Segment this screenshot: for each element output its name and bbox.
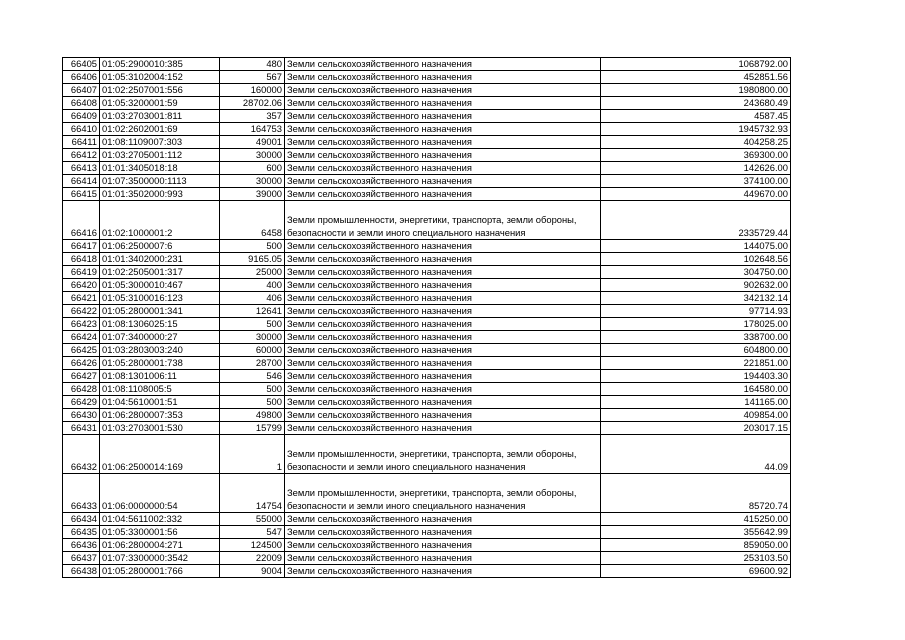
cadastral-value-cell: 2335729.44: [601, 201, 791, 240]
land-category-cell: Земли сельскохозяйственного назначения: [285, 526, 601, 539]
cadastral-number-cell: 01:08:1108005:5: [100, 383, 220, 396]
table-row: [63, 201, 791, 240]
land-category-cell: Земли сельскохозяйственного назначения: [285, 188, 601, 201]
area-cell: 12641: [220, 305, 285, 318]
area-cell: 6458: [220, 201, 285, 240]
area-cell: 164753: [220, 123, 285, 136]
area-cell: 30000: [220, 331, 285, 344]
row-id-cell: 66436: [63, 539, 100, 552]
cadastral-number-cell: 01:01:3502000:993: [100, 188, 220, 201]
row-id-cell: 66411: [63, 136, 100, 149]
table-row: [63, 539, 791, 552]
cadastral-value-cell: 452851.56: [601, 71, 791, 84]
area-cell: 406: [220, 292, 285, 305]
row-id-cell: 66424: [63, 331, 100, 344]
table-row: [63, 370, 791, 383]
table-row: [63, 240, 791, 253]
row-id-cell: 66423: [63, 318, 100, 331]
table-row: [63, 162, 791, 175]
cadastral-number-cell: 01:02:2602001:69: [100, 123, 220, 136]
land-category-cell: Земли сельскохозяйственного назначения: [285, 136, 601, 149]
cadastral-number-cell: 01:03:2705001:112: [100, 149, 220, 162]
table-row: [63, 422, 791, 435]
cadastral-value-cell: 97714.93: [601, 305, 791, 318]
area-cell: 39000: [220, 188, 285, 201]
cadastral-number-cell: 01:06:2800007:353: [100, 409, 220, 422]
land-category-cell: Земли сельскохозяйственного назначения: [285, 123, 601, 136]
table-row: [63, 383, 791, 396]
table-body: [63, 58, 791, 578]
cadastral-number-cell: 01:03:2703001:530: [100, 422, 220, 435]
cadastral-value-cell: 374100.00: [601, 175, 791, 188]
table-row: [63, 110, 791, 123]
area-cell: 15799: [220, 422, 285, 435]
area-cell: 357: [220, 110, 285, 123]
land-category-cell: Земли промышленности, энергетики, транспорта, земли обороны, безопасности и земли иного специального назначения: [285, 201, 601, 240]
land-category-cell: Земли сельскохозяйственного назначения: [285, 175, 601, 188]
cadastral-number-cell: 01:03:2803003:240: [100, 344, 220, 357]
row-id-cell: 66433: [63, 474, 100, 513]
land-category-cell: Земли сельскохозяйственного назначения: [285, 84, 601, 97]
area-cell: 30000: [220, 175, 285, 188]
land-category-cell: Земли сельскохозяйственного назначения: [285, 422, 601, 435]
area-cell: 500: [220, 396, 285, 409]
cadastral-value-cell: 203017.15: [601, 422, 791, 435]
table-row: [63, 136, 791, 149]
row-id-cell: 66438: [63, 565, 100, 578]
area-cell: 49001: [220, 136, 285, 149]
cadastral-number-cell: 01:05:3200001:59: [100, 97, 220, 110]
row-id-cell: 66406: [63, 71, 100, 84]
cadastral-number-cell: 01:05:3102004:152: [100, 71, 220, 84]
land-plots-table: [62, 57, 791, 578]
land-category-cell: Земли сельскохозяйственного назначения: [285, 331, 601, 344]
row-id-cell: 66427: [63, 370, 100, 383]
cadastral-number-cell: 01:07:3300000:3542: [100, 552, 220, 565]
cadastral-value-cell: 859050.00: [601, 539, 791, 552]
land-category-cell: Земли сельскохозяйственного назначения: [285, 409, 601, 422]
row-id-cell: 66435: [63, 526, 100, 539]
land-category-cell: Земли сельскохозяйственного назначения: [285, 240, 601, 253]
cadastral-value-cell: 69600.92: [601, 565, 791, 578]
row-id-cell: 66434: [63, 513, 100, 526]
cadastral-value-cell: 4587.45: [601, 110, 791, 123]
table-row: [63, 97, 791, 110]
area-cell: 25000: [220, 266, 285, 279]
table-row: [63, 84, 791, 97]
cadastral-number-cell: 01:01:3405018:18: [100, 162, 220, 175]
table-row: [63, 149, 791, 162]
row-id-cell: 66414: [63, 175, 100, 188]
cadastral-number-cell: 01:06:0000000:54: [100, 474, 220, 513]
table-row: [63, 344, 791, 357]
table-row: [63, 565, 791, 578]
row-id-cell: 66415: [63, 188, 100, 201]
land-category-cell: Земли сельскохозяйственного назначения: [285, 305, 601, 318]
cadastral-number-cell: 01:03:2703001:811: [100, 110, 220, 123]
table-row: [63, 188, 791, 201]
land-category-cell: Земли сельскохозяйственного назначения: [285, 539, 601, 552]
table-row: [63, 526, 791, 539]
cadastral-value-cell: 142626.00: [601, 162, 791, 175]
land-category-cell: Земли сельскохозяйственного назначения: [285, 513, 601, 526]
area-cell: 28702.06: [220, 97, 285, 110]
table-row: [63, 409, 791, 422]
row-id-cell: 66437: [63, 552, 100, 565]
area-cell: 1: [220, 435, 285, 474]
area-cell: 9165.05: [220, 253, 285, 266]
land-category-cell: Земли сельскохозяйственного назначения: [285, 266, 601, 279]
table-row: [63, 305, 791, 318]
area-cell: 567: [220, 71, 285, 84]
land-category-cell: Земли промышленности, энергетики, транспорта, земли обороны, безопасности и земли иного специального назначения: [285, 474, 601, 513]
area-cell: 22009: [220, 552, 285, 565]
cadastral-number-cell: 01:05:3300001:56: [100, 526, 220, 539]
cadastral-number-cell: 01:02:2505001:317: [100, 266, 220, 279]
land-category-cell: Земли сельскохозяйственного назначения: [285, 71, 601, 84]
table-row: [63, 279, 791, 292]
land-category-cell: Земли сельскохозяйственного назначения: [285, 253, 601, 266]
land-category-cell: Земли сельскохозяйственного назначения: [285, 565, 601, 578]
cadastral-value-cell: 102648.56: [601, 253, 791, 266]
row-id-cell: 66426: [63, 357, 100, 370]
land-category-cell: Земли сельскохозяйственного назначения: [285, 162, 601, 175]
row-id-cell: 66407: [63, 84, 100, 97]
cadastral-number-cell: 01:08:1109007:303: [100, 136, 220, 149]
area-cell: 400: [220, 279, 285, 292]
cadastral-value-cell: 415250.00: [601, 513, 791, 526]
area-cell: 500: [220, 383, 285, 396]
row-id-cell: 66409: [63, 110, 100, 123]
cadastral-value-cell: 85720.74: [601, 474, 791, 513]
row-id-cell: 66408: [63, 97, 100, 110]
table-row: [63, 175, 791, 188]
row-id-cell: 66417: [63, 240, 100, 253]
cadastral-number-cell: 01:05:2900010:385: [100, 58, 220, 71]
land-category-cell: Земли сельскохозяйственного назначения: [285, 292, 601, 305]
cadastral-value-cell: 144075.00: [601, 240, 791, 253]
area-cell: 9004: [220, 565, 285, 578]
land-category-cell: Земли сельскохозяйственного назначения: [285, 370, 601, 383]
area-cell: 28700: [220, 357, 285, 370]
table-row: [63, 253, 791, 266]
area-cell: 30000: [220, 149, 285, 162]
cadastral-value-cell: 338700.00: [601, 331, 791, 344]
cadastral-number-cell: 01:08:1301006:11: [100, 370, 220, 383]
land-category-cell: Земли сельскохозяйственного назначения: [285, 279, 601, 292]
cadastral-value-cell: 604800.00: [601, 344, 791, 357]
cadastral-number-cell: 01:04:5611002:332: [100, 513, 220, 526]
cadastral-value-cell: 44.09: [601, 435, 791, 474]
row-id-cell: 66429: [63, 396, 100, 409]
table-row: [63, 58, 791, 71]
row-id-cell: 66420: [63, 279, 100, 292]
cadastral-value-cell: 1068792.00: [601, 58, 791, 71]
area-cell: 14754: [220, 474, 285, 513]
row-id-cell: 66413: [63, 162, 100, 175]
cadastral-number-cell: 01:07:3500000:1113: [100, 175, 220, 188]
area-cell: 480: [220, 58, 285, 71]
cadastral-value-cell: 243680.49: [601, 97, 791, 110]
cadastral-number-cell: 01:06:2500014:169: [100, 435, 220, 474]
row-id-cell: 66419: [63, 266, 100, 279]
table-row: [63, 123, 791, 136]
land-category-cell: Земли сельскохозяйственного назначения: [285, 383, 601, 396]
cadastral-number-cell: 01:05:2800001:766: [100, 565, 220, 578]
cadastral-number-cell: 01:06:2800004:271: [100, 539, 220, 552]
cadastral-number-cell: 01:07:3400000:27: [100, 331, 220, 344]
cadastral-value-cell: 141165.00: [601, 396, 791, 409]
cadastral-number-cell: 01:06:2500007:6: [100, 240, 220, 253]
row-id-cell: 66410: [63, 123, 100, 136]
cadastral-value-cell: 221851.00: [601, 357, 791, 370]
cadastral-number-cell: 01:05:3100016:123: [100, 292, 220, 305]
cadastral-value-cell: 164580.00: [601, 383, 791, 396]
table-row: [63, 513, 791, 526]
cadastral-value-cell: 178025.00: [601, 318, 791, 331]
cadastral-number-cell: 01:08:1306025:15: [100, 318, 220, 331]
row-id-cell: 66431: [63, 422, 100, 435]
land-category-cell: Земли сельскохозяйственного назначения: [285, 552, 601, 565]
table-row: [63, 396, 791, 409]
table-row: [63, 292, 791, 305]
cadastral-value-cell: 902632.00: [601, 279, 791, 292]
row-id-cell: 66432: [63, 435, 100, 474]
cadastral-number-cell: 01:01:3402000:231: [100, 253, 220, 266]
cadastral-value-cell: 355642.99: [601, 526, 791, 539]
land-category-cell: Земли сельскохозяйственного назначения: [285, 58, 601, 71]
row-id-cell: 66412: [63, 149, 100, 162]
row-id-cell: 66416: [63, 201, 100, 240]
cadastral-number-cell: 01:04:5610001:51: [100, 396, 220, 409]
table-row: [63, 552, 791, 565]
area-cell: 160000: [220, 84, 285, 97]
row-id-cell: 66428: [63, 383, 100, 396]
area-cell: 124500: [220, 539, 285, 552]
land-category-cell: Земли сельскохозяйственного назначения: [285, 149, 601, 162]
land-category-cell: Земли сельскохозяйственного назначения: [285, 318, 601, 331]
table-row: [63, 474, 791, 513]
cadastral-value-cell: 194403.30: [601, 370, 791, 383]
cadastral-number-cell: 01:05:3000010:467: [100, 279, 220, 292]
area-cell: 55000: [220, 513, 285, 526]
table-row: [63, 318, 791, 331]
area-cell: 500: [220, 318, 285, 331]
area-cell: 600: [220, 162, 285, 175]
cadastral-number-cell: 01:05:2800001:341: [100, 305, 220, 318]
row-id-cell: 66422: [63, 305, 100, 318]
table-row: [63, 266, 791, 279]
area-cell: 546: [220, 370, 285, 383]
land-category-cell: Земли сельскохозяйственного назначения: [285, 344, 601, 357]
area-cell: 49800: [220, 409, 285, 422]
row-id-cell: 66421: [63, 292, 100, 305]
table-row: [63, 71, 791, 84]
land-category-cell: Земли сельскохозяйственного назначения: [285, 110, 601, 123]
cadastral-value-cell: 304750.00: [601, 266, 791, 279]
land-category-cell: Земли сельскохозяйственного назначения: [285, 97, 601, 110]
cadastral-number-cell: 01:05:2800001:738: [100, 357, 220, 370]
cadastral-value-cell: 449670.00: [601, 188, 791, 201]
table-row: [63, 331, 791, 344]
cadastral-value-cell: 1980800.00: [601, 84, 791, 97]
table-row: [63, 357, 791, 370]
cadastral-value-cell: 369300.00: [601, 149, 791, 162]
land-category-cell: Земли сельскохозяйственного назначения: [285, 396, 601, 409]
area-cell: 500: [220, 240, 285, 253]
cadastral-value-cell: 404258.25: [601, 136, 791, 149]
row-id-cell: 66425: [63, 344, 100, 357]
row-id-cell: 66405: [63, 58, 100, 71]
row-id-cell: 66430: [63, 409, 100, 422]
cadastral-value-cell: 1945732.93: [601, 123, 791, 136]
cadastral-value-cell: 409854.00: [601, 409, 791, 422]
cadastral-number-cell: 01:02:1000001:2: [100, 201, 220, 240]
row-id-cell: 66418: [63, 253, 100, 266]
cadastral-value-cell: 342132.14: [601, 292, 791, 305]
land-category-cell: Земли сельскохозяйственного назначения: [285, 357, 601, 370]
cadastral-number-cell: 01:02:2507001:556: [100, 84, 220, 97]
land-category-cell: Земли промышленности, энергетики, транспорта, земли обороны, безопасности и земли иного специального назначения: [285, 435, 601, 474]
area-cell: 547: [220, 526, 285, 539]
area-cell: 60000: [220, 344, 285, 357]
table-row: [63, 435, 791, 474]
cadastral-value-cell: 253103.50: [601, 552, 791, 565]
